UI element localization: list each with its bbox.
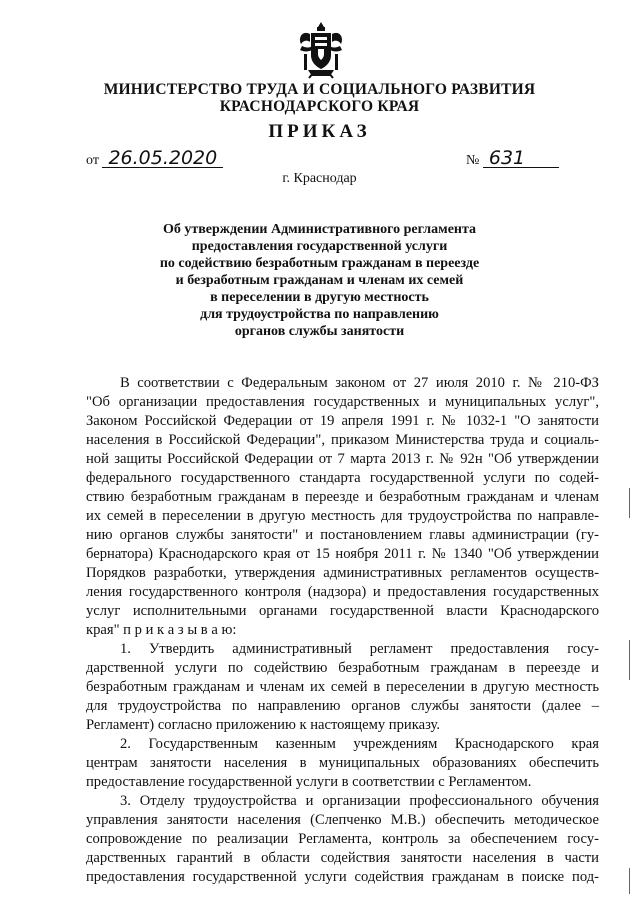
body-line: безработным гражданам и членам их семей в переселении в другую местность	[86, 679, 599, 695]
ministry-line-1: МИНИСТЕРСТВО ТРУДА И СОЦИАЛЬНОГО РАЗВИТИЯ	[103, 81, 536, 98]
body-line: управления занятости населения (Слепченко М.В.) обеспечить методическое	[86, 812, 599, 828]
body-line: бернатора) Краснодарского края от 15 ноября 2011 г. № 1340 "Об утверждении	[86, 546, 599, 562]
title-line: по содействию безработным гражданам в переезде	[159, 256, 480, 271]
order-date	[86, 149, 223, 169]
body-line: федерального государственного стандарта государственной услуги по содей-	[86, 470, 599, 486]
body-line: сопровождение по реализации Регламента, контроль за обеспечением госу-	[86, 831, 599, 847]
body-line: центрам занятости населения в муниципальных образованиях обеспечить	[86, 755, 599, 771]
title-line: для трудоустройства по направлению	[200, 307, 439, 322]
body-line: дарственной услуги по содействию безработным гражданам в переезде и	[86, 660, 599, 676]
body-line: края" п р и к а з ы в а ю:	[86, 622, 237, 638]
body-line: Порядков разработки, утверждения административных регламентов осуществ-	[86, 565, 599, 581]
title-line: предоставления государственной услуги	[191, 239, 448, 254]
clause-3: 3. Отделу трудоустройства и организации профессионального обучения	[120, 793, 599, 809]
body-line: нию органов службы занятости" и постановлением главы администрации (гу-	[86, 527, 599, 543]
date-value: 26.05.2020	[102, 149, 223, 168]
city: г. Краснодар	[282, 171, 357, 186]
document-type: ПРИКАЗ	[268, 121, 371, 142]
body-line: В соответствии с Федеральным законом от 27 июля 2010 г. № 210-ФЗ	[120, 375, 599, 391]
ministry-name	[0, 81, 639, 115]
body-line: их семей в переселении в другую местность для трудоустройства по направле-	[86, 508, 599, 524]
number-prefix: №	[466, 153, 480, 168]
clause-2: 2. Государственным казенным учреждениям Краснодарского края	[120, 736, 599, 752]
body-line: предоставления государственной услуги содействия гражданам в поиске под-	[86, 869, 599, 885]
body-line: Регламент) согласно приложению к настоящему приказу.	[86, 717, 441, 733]
number-value: 631	[483, 149, 559, 168]
order-body	[86, 374, 599, 887]
title-line: Об утверждении Административного регламента	[162, 222, 477, 237]
body-line: ной защиты Российской Федерации от 7 марта 2013 г. № 92н "Об утверждении	[86, 451, 599, 467]
body-line: предоставление государственной услуги в соответствии с Регламентом.	[86, 774, 532, 790]
body-line: ления государственного контроля (надзора) и предоставления государственных	[86, 584, 599, 600]
body-line: дарственных гарантий в области содействия занятости населения в части	[86, 850, 599, 866]
title-line: в переселении в другую местность	[210, 290, 429, 305]
body-line: Законом Российской Федерации от 19 апреля 1991 г. № 1032-1 "О занятости	[86, 413, 599, 429]
body-line: для трудоустройства по направлению органов службы занятости (далее –	[86, 698, 599, 714]
body-line: услуг исполнительными органами государственной власти Краснодарского	[86, 603, 599, 619]
body-line: населения в Российской Федерации", приказом Министерства труда и социаль-	[86, 432, 599, 448]
title-line: и безработным гражданам и членам их семей	[175, 273, 464, 288]
title-line: органов службы занятости	[234, 324, 405, 339]
scan-edge-mark	[629, 640, 630, 680]
order-number	[466, 149, 559, 169]
body-line: ствию безработным гражданам в переезде и безработным гражданам и членам	[86, 489, 599, 505]
order-title	[0, 221, 639, 340]
body-line: "Об организации предоставления государственных и муниципальных услуг",	[86, 394, 599, 410]
clause-1: 1. Утвердить административный регламент предоставления госу-	[120, 641, 599, 657]
scan-edge-mark	[629, 868, 630, 894]
date-prefix: от	[86, 153, 99, 168]
ministry-line-2: КРАСНОДАРСКОГО КРАЯ	[219, 98, 420, 115]
scan-edge-mark	[629, 488, 630, 518]
coat-of-arms-icon	[296, 20, 346, 80]
